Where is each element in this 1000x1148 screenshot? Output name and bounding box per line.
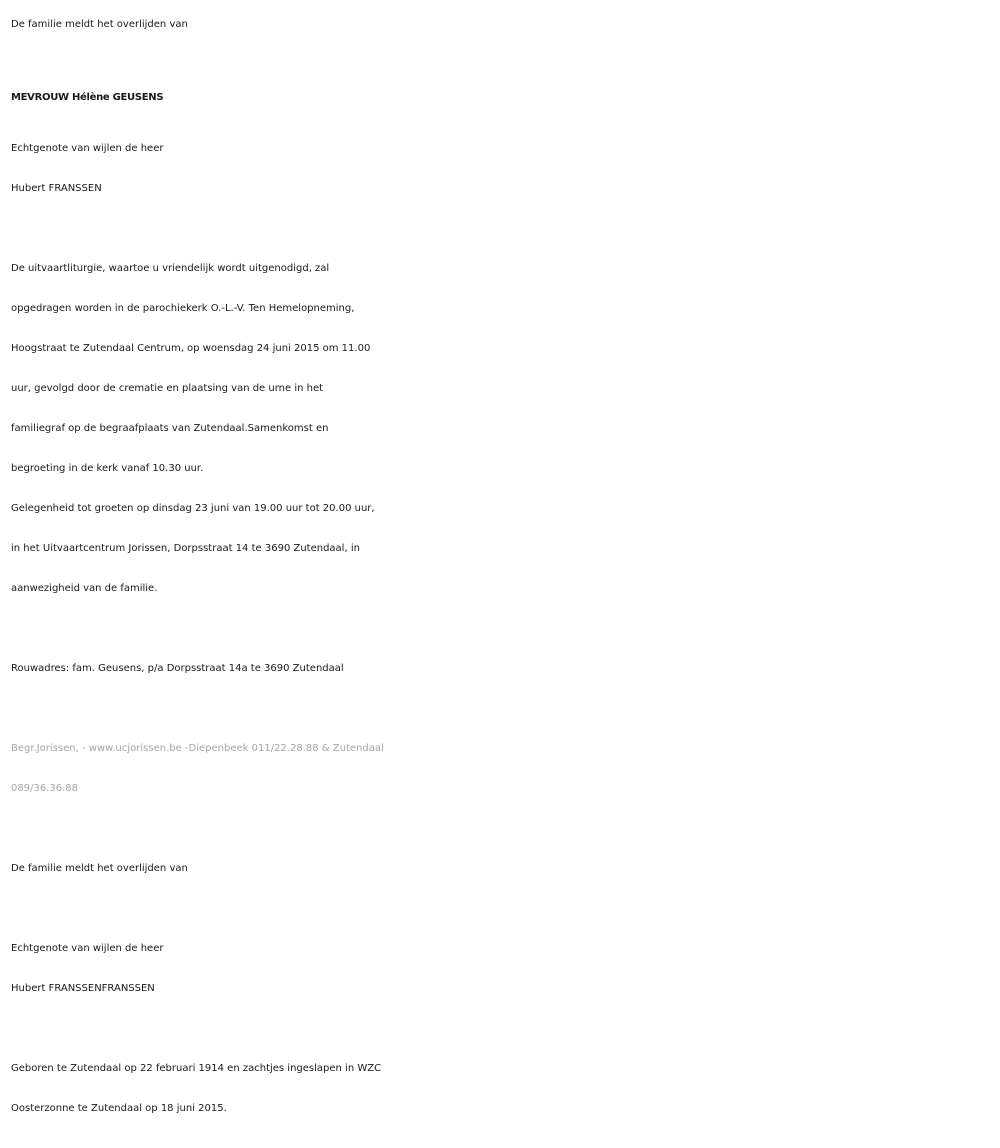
birth-line: Oosterzonne te Zutendaal op 18 juni 2015. (11, 1102, 227, 1114)
liturgy-line: aanwezigheid van de familie. (11, 582, 158, 594)
spacer (11, 809, 991, 849)
spouse-line-2: Hubert FRANSSEN (11, 182, 102, 194)
spacer (11, 889, 991, 929)
intro-text: De familie meldt het overlijden van (11, 19, 188, 30)
spouse-line-1: Echtgenote van wijlen de heer (11, 142, 164, 154)
liturgy-line: familiegraf op de begraafplaats van Zutendaal.Samenkomst en (11, 422, 329, 434)
liturgy-line: begroeting in de kerk vanaf 10.30 uur. (11, 462, 204, 474)
intro-text-2: De familie meldt het overlijden van (11, 862, 188, 874)
deceased-name: MEVROUW Hélène GEUSENS (11, 92, 164, 103)
spacer (11, 609, 991, 649)
liturgy-line: uur, gevolgd door de crematie en plaatsing van de urne in het (11, 382, 324, 394)
liturgy-line: in het Uitvaartcentrum Jorissen, Dorpsstraat 14 te 3690 Zutendaal, in (11, 542, 360, 554)
mourning-address: Rouwadres: fam. Geusens, p/a Dorpsstraat 14a te 3690 Zutendaal (11, 662, 344, 674)
liturgy-line: De uitvaartliturgie, waartoe u vriendelijk wordt uitgenodigd, zal (11, 262, 330, 274)
liturgy-line: Gelegenheid tot groeten op dinsdag 23 juni van 19.00 uur tot 20.00 uur, (11, 502, 375, 514)
birth-paragraph (11, 1049, 991, 1129)
spacer (11, 209, 991, 249)
funeral-home-line: Begr.Jorissen, - www.ucjorissen.be -Diepenbeek 011/22.28.88 & Zutendaal (11, 742, 384, 754)
liturgy-line: opgedragen worden in de parochiekerk O.-L.-V. Ten Hemelopneming, (11, 302, 355, 314)
spacer (11, 1009, 991, 1049)
death-notice-page (11, 0, 991, 1129)
liturgy-paragraph (11, 249, 991, 609)
spouse-line-2-b: Hubert FRANSSENFRANSSEN (11, 982, 155, 994)
spacer (11, 45, 991, 74)
spacer (11, 689, 991, 729)
funeral-home-line: 089/36.36.88 (11, 782, 78, 794)
birth-line: Geboren te Zutendaal op 22 februari 1914 en zachtjes ingeslapen in WZC (11, 1062, 382, 1074)
spouse-line-1-b: Echtgenote van wijlen de heer (11, 942, 164, 954)
liturgy-line: Hoogstraat te Zutendaal Centrum, op woensdag 24 juni 2015 om 11.00 (11, 342, 371, 354)
funeral-home-info (11, 729, 991, 809)
